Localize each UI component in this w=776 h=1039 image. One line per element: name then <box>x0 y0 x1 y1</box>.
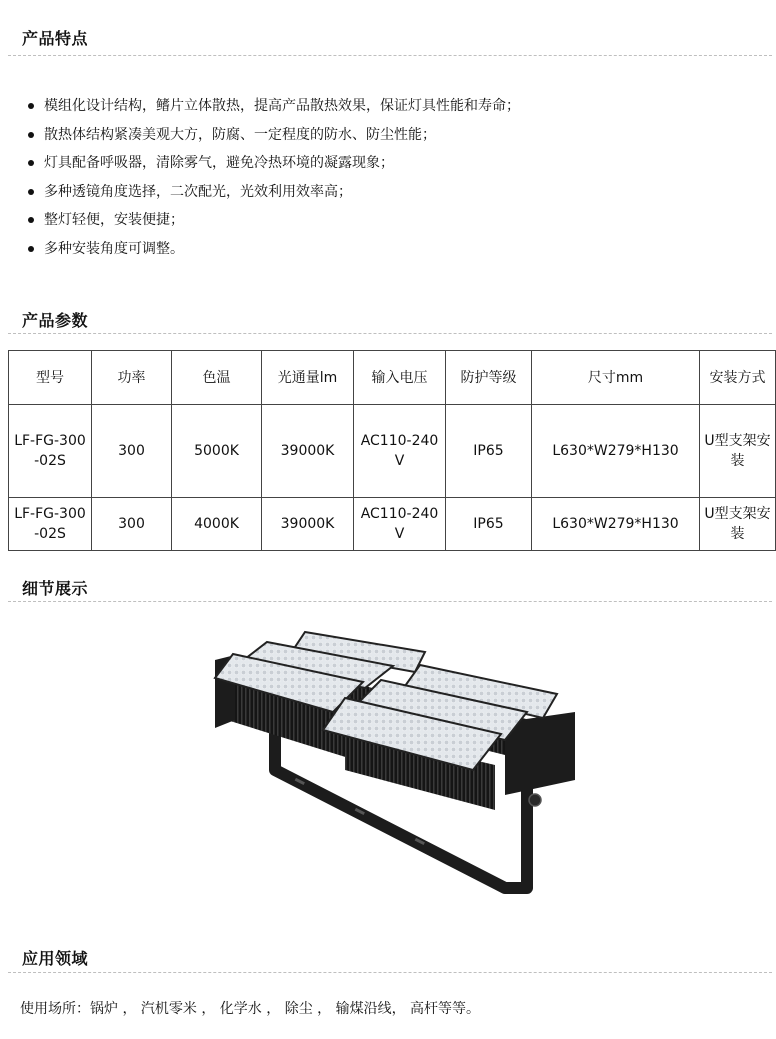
header-cell: 功率 <box>92 351 172 405</box>
table-cell: U型支架安装 <box>700 498 776 551</box>
header-cell: 光通量lm <box>262 351 354 405</box>
params-divider <box>8 333 772 334</box>
features-title: 产品特点 <box>22 29 89 48</box>
feature-item: 散热体结构紧凑美观大方，防腐、一定程度的防水、防尘性能； <box>24 121 520 150</box>
feature-item: 整灯轻便，安装便捷； <box>24 206 520 235</box>
table-cell: L630*W279*H130 <box>532 498 700 551</box>
table-cell: 300 <box>92 498 172 551</box>
table-row <box>9 405 776 498</box>
table-cell: LF-FG-300-02S <box>9 498 92 551</box>
feature-item: 多种透镜角度选择，二次配光，光效利用效率高； <box>24 178 520 207</box>
table-cell: AC110-240V <box>354 498 446 551</box>
table-cell: AC110-240V <box>354 405 446 498</box>
table-cell: L630*W279*H130 <box>532 405 700 498</box>
feature-list <box>24 92 520 263</box>
table-cell: LF-FG-300-02S <box>9 405 92 498</box>
header-cell: 输入电压 <box>354 351 446 405</box>
header-cell: 安装方式 <box>700 351 776 405</box>
table-cell: IP65 <box>446 498 532 551</box>
usage-text: 使用场所：锅炉 ， 汽机零米 ， 化学水 ， 除尘 ， 输煤沿线， 高杆等等。 <box>20 1001 481 1017</box>
table-cell: 5000K <box>172 405 262 498</box>
feature-item: 多种安装角度可调整。 <box>24 235 520 264</box>
detail-title: 细节展示 <box>22 579 89 598</box>
params-title: 产品参数 <box>22 311 89 330</box>
header-cell: 型号 <box>9 351 92 405</box>
table-cell: 300 <box>92 405 172 498</box>
detail-divider <box>8 601 772 602</box>
table-cell: U型支架安装 <box>700 405 776 498</box>
table-cell: 39000K <box>262 405 354 498</box>
features-divider <box>8 55 772 56</box>
header-cell: 尺寸mm <box>532 351 700 405</box>
table-header-row <box>9 351 776 405</box>
params-table <box>8 350 776 551</box>
header-cell: 色温 <box>172 351 262 405</box>
table-cell: 39000K <box>262 498 354 551</box>
floodlight-product-photo <box>205 620 585 910</box>
table-cell: 4000K <box>172 498 262 551</box>
feature-item: 灯具配备呼吸器，清除雾气，避免冷热环境的凝露现象； <box>24 149 520 178</box>
application-divider <box>8 972 772 973</box>
table-cell: IP65 <box>446 405 532 498</box>
application-title: 应用领域 <box>22 949 89 968</box>
feature-item: 模组化设计结构，鳍片立体散热，提高产品散热效果，保证灯具性能和寿命； <box>24 92 520 121</box>
table-row <box>9 498 776 551</box>
header-cell: 防护等级 <box>446 351 532 405</box>
